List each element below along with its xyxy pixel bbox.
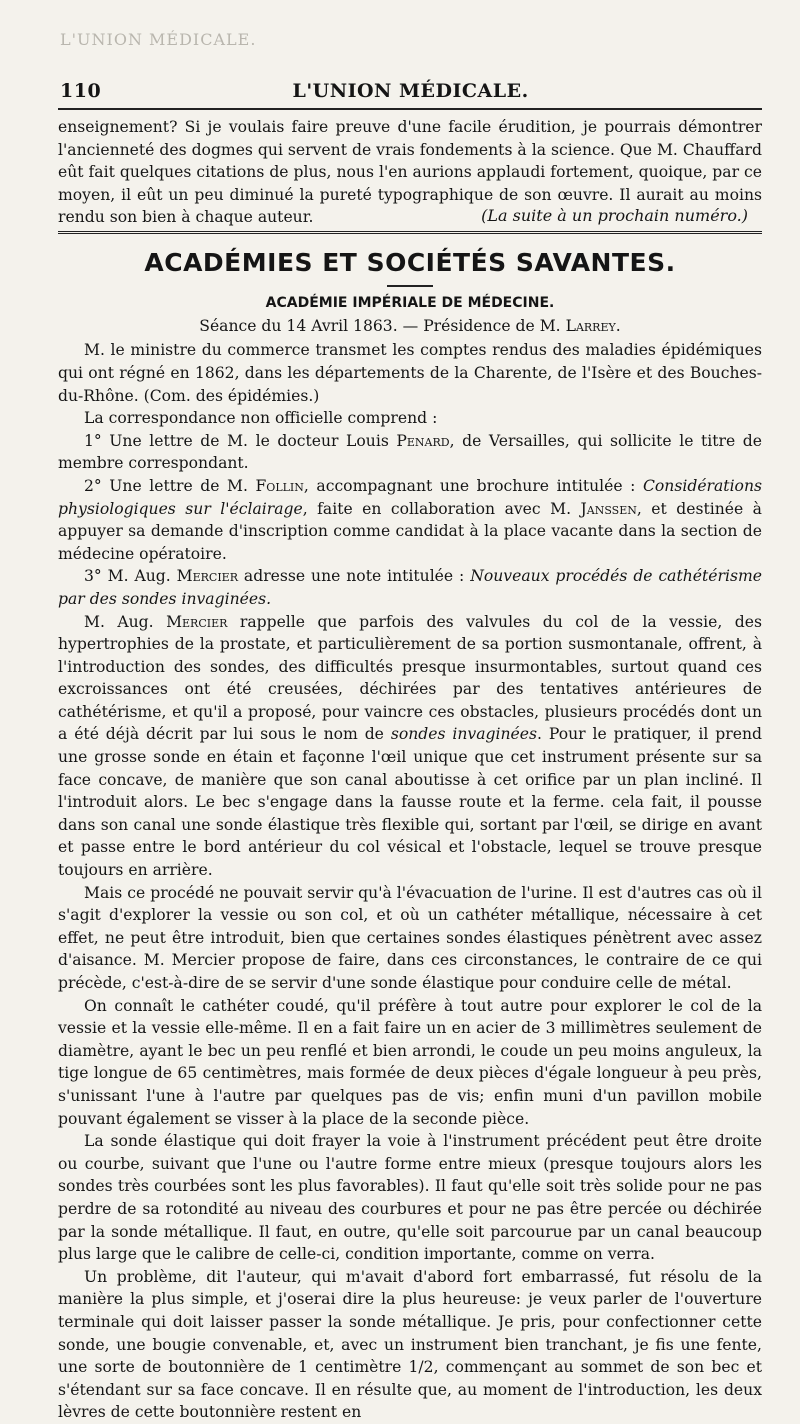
page-number: 110 bbox=[60, 80, 102, 102]
person-name: Follin bbox=[255, 476, 304, 495]
text: . Pour le pratiquer, il prend une grosse sonde en étain et façonne l'œil unique que cet instrument présente sur sa face concave, de manière que son canal aboutisse à cet orifice par un plan incliné. Il l'introduit alors. Le bec s'engage dans la fausse route et la ferme. cela fait, il pousse dans son canal une sonde élastique très flexible qui, sortant par l'œil, se dirige en avant et passe entre le bord antérieur du col vésical et l'obstacle, lequel se trouve presque toujours en arrière. bbox=[58, 725, 762, 880]
person-name: Mercier bbox=[166, 612, 228, 631]
section-title: ACADÉMIES ET SOCIÉTÉS SAVANTES. bbox=[144, 248, 676, 278]
journal-title: L'UNION MÉDICALE. bbox=[292, 80, 529, 102]
president-name: Larrey. bbox=[565, 317, 621, 336]
text: rappelle que parfois des valvules du col de la vessie, des hypertrophies de la prostate, et particulièrement de sa portion susmontanale, offrent, à l'introduction des sondes, des difficultés presque insurmontables, surtout quand ces excroissances ont été creusées, déchirées par des tentatives antérieures de cathétérisme, et qu'il a proposé, pour vaincre ces obstacles, plusieurs procédés dont un a été déjà décrit par lui sous le nom de bbox=[58, 612, 762, 744]
person-name: Penard bbox=[396, 431, 450, 450]
seance-prefix: Séance du 14 Avril 1863. — Présidence de M. bbox=[199, 317, 561, 336]
paragraph-ministre: M. le ministre du commerce transmet les comptes rendus des maladies épidémiques qui ont régné en 1862, dans les départements de la Charente, de l'Isère et des Bouches-du-Rhône. (Com. des épidémies.) bbox=[58, 341, 762, 405]
text: adresse une note intitulée : bbox=[238, 567, 465, 586]
paragraph-letter-2 bbox=[58, 475, 762, 565]
section-divider bbox=[58, 231, 762, 234]
text: , de Versailles, qui sollicite le titre de membre correspondant. bbox=[58, 431, 762, 473]
paragraph-letter-1 bbox=[58, 430, 762, 475]
term: sondes invaginées bbox=[390, 725, 537, 744]
work-title: Nouveaux procédés de cathétérisme par des sondes invaginées. bbox=[58, 567, 762, 608]
intro-text: enseignement? Si je voulais faire preuve d'une facile érudition, je pourrais démontrer l'ancienneté des dogmes qui servent de vrais fondements à la science. Que M. Chauffard eût fait quelques citations de plus, nous l'en aurions applaudi fortement, quoique, par ce moyen, il eût un peu diminué la pureté typographique de son œuvre. Il aurait au moins rendu son bien à chaque auteur. bbox=[58, 118, 762, 227]
running-header bbox=[58, 80, 762, 102]
paragraph-sonde: La sonde élastique qui doit frayer la voie à l'instrument précédent peut être droite ou courbe, suivant que l'une ou l'autre forme entre mieux (presque toujours alors les sondes très courbées sont les plus favorables). Il faut qu'elle soit très solide pour ne pas perdre de sa rotondité au niveau des courbures et pour ne pas être percée ou déchirée par la sonde métallique. Il faut, en outre, qu'elle soit parcourue par un canal beaucoup plus large que le calibre de celle-ci, condition importante, comme on verra. bbox=[58, 1132, 762, 1264]
text: , faite en collaboration avec M. bbox=[302, 499, 572, 518]
person-name: Mercier bbox=[176, 567, 238, 586]
paragraph-note-3 bbox=[58, 565, 762, 610]
text: M. Aug. bbox=[84, 612, 154, 631]
person-name: Janssen bbox=[580, 499, 637, 518]
bleed-through-header: L'UNION MÉDICALE. bbox=[60, 30, 257, 49]
subsection-title: ACADÉMIE IMPÉRIALE DE MÉDECINE. bbox=[265, 295, 555, 312]
seance-line bbox=[58, 317, 762, 335]
text: 2° Une lettre de M. bbox=[84, 476, 248, 495]
title-rule bbox=[387, 285, 433, 287]
paragraph-mercier bbox=[58, 611, 762, 882]
paragraph-probleme: Un problème, dit l'auteur, qui m'avait d'abord fort embarrassé, fut résolu de la manière la plus simple, et j'oserai dire la plus heureuse: je veux parler de l'ouverture terminale qui doit laisser passer la sonde métallique. Je pris, pour confectionner cette sonde, une bougie convenable, et, avec un instrument bien tranchant, je fis une fente, une sorte de boutonnière de 1 centimètre 1/2, commençant au sommet de son bec et s'étendant sur sa face concave. Il en résulte que, au moment de l'introduction, les deux lèvres de cette boutonnière restent en bbox=[58, 1267, 762, 1422]
text: , accompagnant une brochure intitulée : bbox=[303, 476, 636, 495]
text: 3° M. Aug. bbox=[84, 567, 171, 586]
paragraph-correspondance: La correspondance non officielle comprend : bbox=[84, 409, 438, 428]
header-rule bbox=[58, 108, 762, 110]
work-title: Considérations physiologiques sur l'éclairage bbox=[58, 476, 762, 518]
text: , et destinée à appuyer sa demande d'inscription comme candidat à la place vacante dans la section de médecine opératoire. bbox=[58, 499, 762, 563]
paragraph-catheter: On connaît le cathéter coudé, qu'il préfère à tout autre pour explorer le col de la vessie et la vessie elle-même. Il en a fait faire un en acier de 3 millimètres seulement de diamètre, ayant le bec un peu renflé et bien arrondi, le coude un peu moins anguleux, la tige longue de 65 centimètres, mais formée de deux pièces d'égale longueur à peu près, s'unissant l'une à l'autre par quelques pas de vis; enfin muni d'un pavillon mobile pouvant également se visser à la place de la seconde pièce. bbox=[58, 996, 762, 1128]
suite-note: (La suite à un prochain numéro.) bbox=[481, 206, 748, 226]
paragraph-procede: Mais ce procédé ne pouvait servir qu'à l'évacuation de l'urine. Il est d'autres cas où il s'agit d'explorer la vessie ou son col, et où un cathéter métallique, nécessaire à cet effet, ne peut être introduit, bien que certaines sondes élastiques pénètrent avec assez d'aisance. M. Mercier propose de faire, dans ces circonstances, le contraire de ce qui précède, c'est-à-dire de se servir d'une sonde élastique pour conduire celle de métal. bbox=[58, 883, 762, 992]
text: 1° Une lettre de M. le docteur Louis bbox=[84, 431, 389, 450]
